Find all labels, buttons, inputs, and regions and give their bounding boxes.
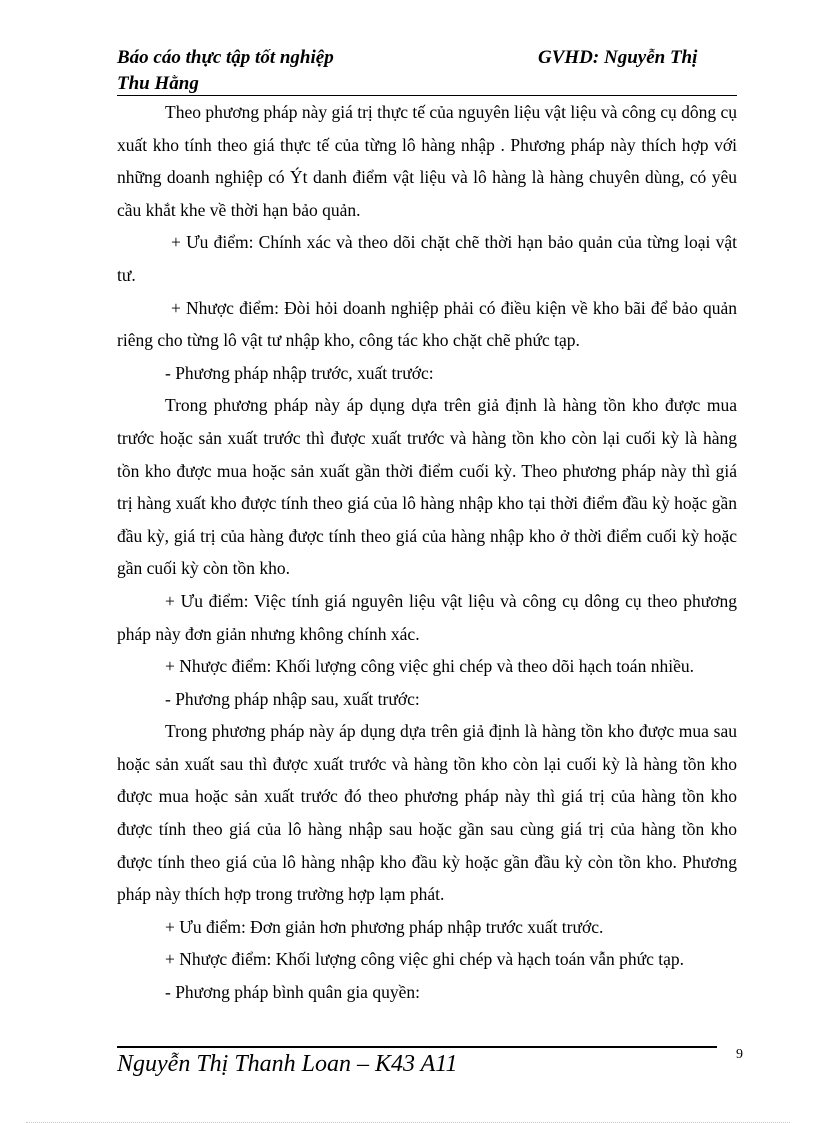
paragraph: + Nhược điểm: Khối lượng công việc ghi chép và hạch toán vẫn phức tạp. <box>165 949 684 970</box>
paragraph: Trong phương pháp này áp dụng dựa trên giả định là hàng tồn kho được mua trước hoặc sản xuất trước thì được xuất trước và hàng tồn kho còn lại cuối kỳ là hàng tồn kho được mua hoặc sản xuất gần thời điểm cuối kỳ. Theo phương pháp này thì giá trị hàng xuất kho được tính theo giá của lô hàng nhập kho tại thời điểm đầu kỳ hoặc gần đầu kỳ, giá trị của hàng được tính theo giá của hàng nhập kho ở thời điểm cuối kỳ hoặc gần cuối kỳ còn tồn kho. <box>117 395 737 579</box>
section-heading: - Phương pháp bình quân gia quyền: <box>165 982 420 1003</box>
header-supervisor-continued: Thu Hằng <box>117 73 199 94</box>
paragraph: + Ưu điểm: Việc tính giá nguyên liệu vật liệu và công cụ dông cụ theo phương pháp này đơn giản nhưng không chính xác. <box>117 590 737 644</box>
paragraph: + Ưu điểm: Chính xác và theo dõi chặt chẽ thời hạn bảo quản của từng loại vật tư. <box>117 232 737 285</box>
paragraph: Trong phương pháp này áp dụng dựa trên giả định là hàng tồn kho được mua sau hoặc sản xuất sau thì được xuất trước và hàng tồn kho còn lại cuối kỳ là hàng tồn kho được mua hoặc sản xuất trước đó theo phương pháp này thì giá trị của hàng tồn kho được tính theo giá của lô hàng nhập sau hoặc gần sau cùng giá trị của hàng tồn kho được tính theo giá của lô hàng nhập kho đầu kỳ hoặc gần đầu kỳ còn tồn kho. Phương pháp này thích hợp trong trường hợp lạm phát. <box>117 721 737 905</box>
paragraph: + Nhược điểm: Đòi hỏi doanh nghiệp phải có điều kiện về kho bãi để bảo quản riêng cho từng lô vật tư nhập kho, công tác kho chặt chẽ phức tạp. <box>117 297 737 351</box>
header-supervisor: GVHD: Nguyễn Thị <box>538 47 698 68</box>
page-number: 9 <box>736 1047 743 1062</box>
footer-author: Nguyễn Thị Thanh Loan – K43 A11 <box>117 1051 458 1077</box>
paragraph: + Ưu điểm: Đơn giản hơn phương pháp nhập trước xuất trước. <box>165 916 604 937</box>
section-heading: - Phương pháp nhập trước, xuất trước: <box>165 362 434 383</box>
paragraph: + Nhược điểm: Khối lượng công việc ghi chép và theo dõi hạch toán nhiều. <box>165 656 694 677</box>
paragraph: Theo phương pháp này giá trị thực tế của nguyên liệu vật liệu và công cụ dông cụ xuất kho tính theo giá thực tế của từng lô hàng nhập . Phương pháp này thích hợp với những doanh nghiệp có Ýt danh điểm vật liệu và lô hàng là hàng chuyên dùng, có yêu cầu khắt khe về thời hạn bảo quản. <box>117 102 738 220</box>
document-body <box>117 96 737 1009</box>
section-heading: - Phương pháp nhập sau, xuất trước: <box>165 688 420 709</box>
header-title: Báo cáo thực tập tốt nghiệp <box>117 47 334 68</box>
footer-divider <box>117 1046 717 1048</box>
